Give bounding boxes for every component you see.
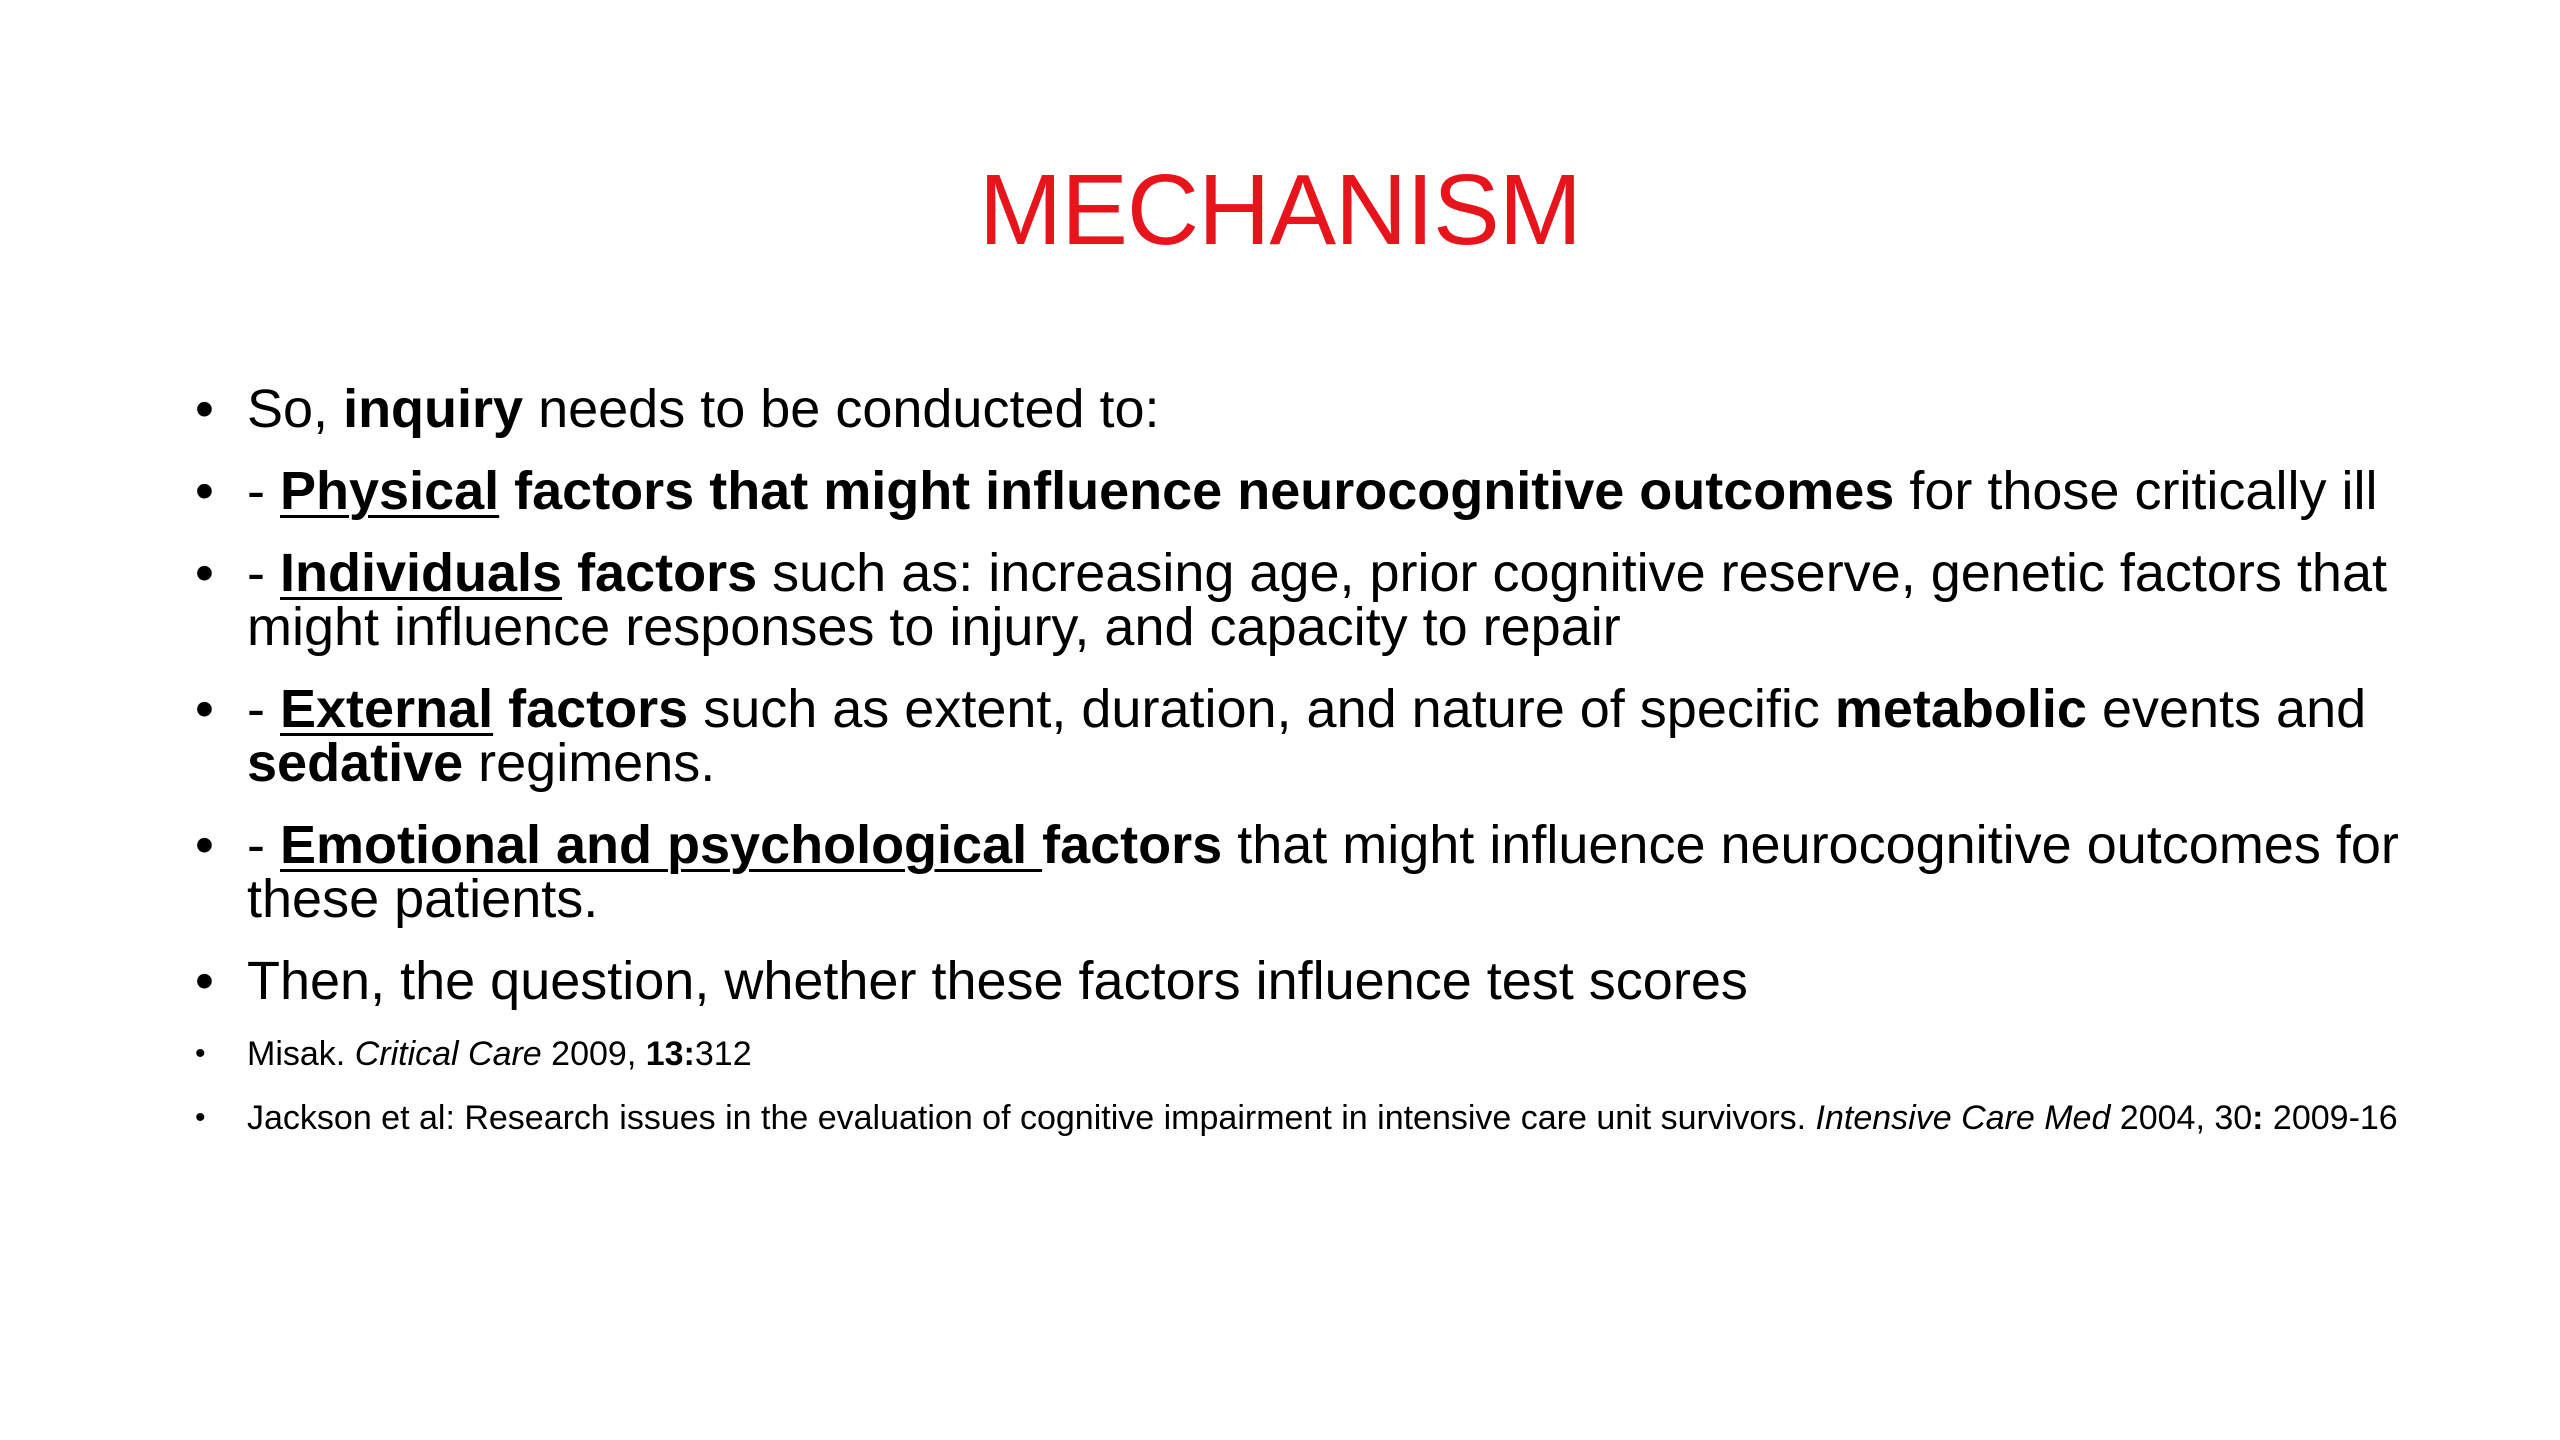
- text: 2004, 30: [2110, 1099, 2253, 1137]
- bold-text: factors: [562, 543, 758, 603]
- text: -: [247, 815, 280, 875]
- text: that might influence neurocognitive outcomes for these patients.: [247, 815, 2399, 929]
- slide-title: MECHANISM: [978, 154, 1582, 266]
- bold-text: metabolic: [1834, 679, 2087, 739]
- text: for those critically ill: [1894, 461, 2378, 521]
- text: Misak.: [247, 1035, 355, 1073]
- text: -: [247, 461, 280, 521]
- text: :: [683, 1035, 695, 1073]
- journal-name: Critical Care: [354, 1035, 542, 1073]
- text: So,: [247, 379, 344, 439]
- volume: 13: [645, 1035, 684, 1073]
- text: such as extent, duration, and nature of specific: [688, 679, 1835, 739]
- text: regimens.: [463, 733, 716, 793]
- text: Then, the question, whether these factors influence test scores: [247, 951, 1748, 1011]
- bold-text: factors that might influence neurocognitive outcomes: [499, 461, 1895, 521]
- bullet-inquiry: [195, 379, 2415, 439]
- underlined-text: Physical: [280, 461, 500, 521]
- journal-name: Intensive Care Med: [1815, 1099, 2111, 1137]
- text: such as: increasing age, prior cognitive reserve, genetic factors that might influence responses to injury, and capacity to repair: [247, 543, 2387, 657]
- reference-misak: [195, 1036, 2415, 1072]
- bullet-question: [195, 951, 2415, 1011]
- bullet-individual-factors: [195, 543, 2415, 657]
- bold-text: factors: [493, 679, 689, 739]
- bold-text: factors: [1042, 815, 1223, 875]
- bold-text: inquiry: [343, 379, 524, 439]
- text: 2009,: [541, 1035, 646, 1073]
- text: events and: [2086, 679, 2367, 739]
- bullet-list: [195, 379, 2415, 1164]
- bullet-external-factors: [195, 679, 2415, 793]
- text: -: [247, 679, 280, 739]
- reference-jackson: [195, 1100, 2415, 1136]
- bullet-emotional-factors: [195, 815, 2415, 929]
- text: Jackson et al: Research issues in the evaluation of cognitive impairment in intensive care unit survivors.: [247, 1099, 1816, 1137]
- text: 2009-16: [2263, 1099, 2398, 1137]
- underlined-text: External: [280, 679, 494, 739]
- text: 312: [694, 1035, 752, 1073]
- underlined-text: Individuals: [280, 543, 563, 603]
- text: :: [2252, 1099, 2264, 1137]
- bullet-physical-factors: [195, 461, 2415, 521]
- text: -: [247, 543, 280, 603]
- text: needs to be conducted to:: [523, 379, 1160, 439]
- underlined-text: Emotional and psychological: [280, 815, 1043, 875]
- bold-text: sedative: [247, 733, 464, 793]
